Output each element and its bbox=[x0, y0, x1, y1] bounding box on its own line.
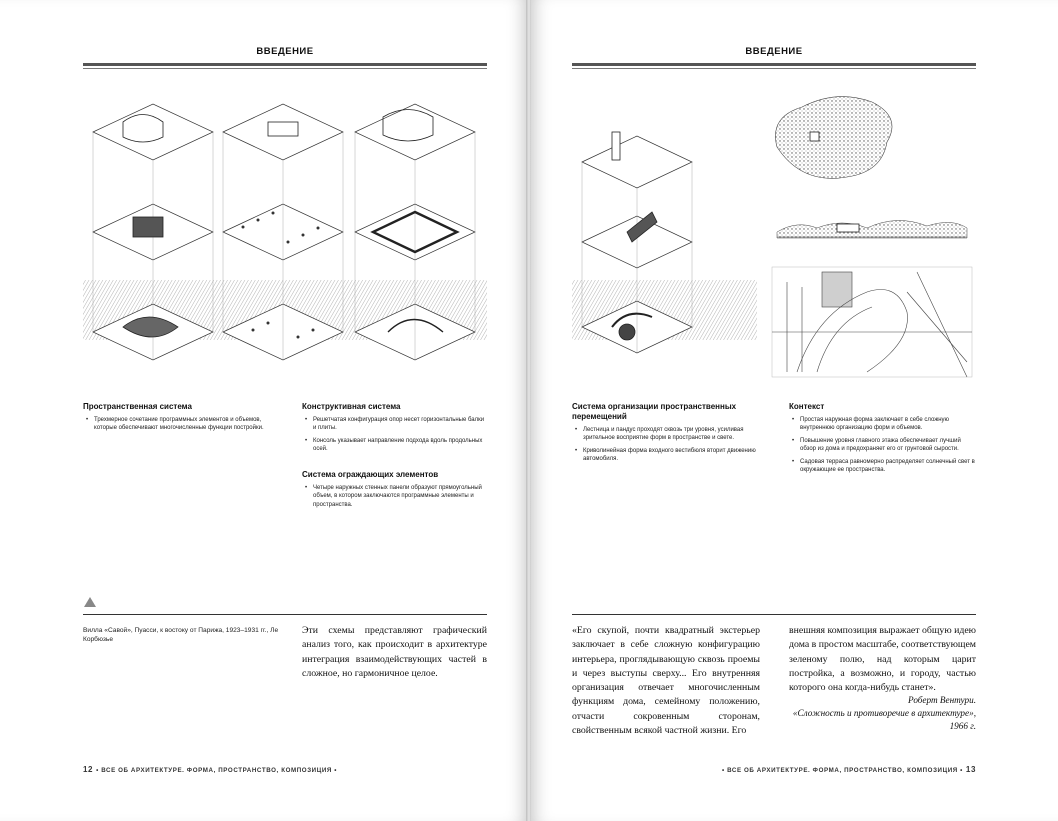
header-rule-thin bbox=[83, 68, 487, 69]
bullets-circulation bbox=[574, 426, 759, 468]
bullets-structural bbox=[304, 416, 489, 458]
bullet-item: • Повышение уровня главного этажа обеспечивает лучший обзор из дома и предохраняет его от грунтовой сырости. bbox=[791, 437, 976, 454]
footer-text: • ВСЕ ОБ АРХИТЕКТУРЕ. ФОРМА, ПРОСТРАНСТВО, КОМПОЗИЦИЯ • bbox=[721, 767, 963, 774]
quote-column-1: «Его скупой, почти квадратный экстерьер заключает в себе сложную конфигурацию интерьера, проглядывающую сквозь проемы и через выступы сверху... Его внутренняя организация отвечает многочисленным функциям дома, семейному положению, отчасти сокровенным сторонам, свойственным всякой частной жизни. Его bbox=[572, 625, 760, 737]
attribution-author: Роберт Вентури. bbox=[908, 695, 976, 705]
bullet-item: • Криволинейная форма входного вестибюля вторит движению автомобиля. bbox=[574, 447, 759, 464]
section-title-circulation: Система организации пространственных перемещений bbox=[572, 402, 737, 421]
figure-caption: Вилла «Савой», Пуасси, к востоку от Парижа, 1923–1931 гг., Ле Корбюзье bbox=[83, 627, 279, 643]
header-rule bbox=[572, 63, 976, 66]
triangle-marker-icon bbox=[84, 597, 96, 607]
header-rule-thin bbox=[572, 68, 976, 69]
right-page-header: ВВЕДЕНИЕ bbox=[745, 46, 803, 57]
bullet-item: • Четыре наружных стенных панели образуют прямоугольный объем, в котором заключаются программные элементы и пространства. bbox=[304, 484, 489, 509]
section-title-spatial: Пространственная система bbox=[83, 402, 192, 411]
bullet-item: • Трехмерное сочетание программных элементов и объемов, которые обеспечивают многочисленные функции постройки. bbox=[85, 416, 275, 433]
bullet-item: • Лестница и пандус проходят сквозь три уровня, усиливая зрительное восприятие форм в пространстве и свете. bbox=[574, 426, 759, 443]
section-title-enclosure: Система ограждающих элементов bbox=[302, 470, 439, 479]
circulation-diagram-figure bbox=[572, 92, 757, 382]
left-page-header: ВВЕДЕНИЕ bbox=[256, 46, 314, 57]
bullet-item: • Решетчатая конфигурация опор несет горизонтальные балки и плиты. bbox=[304, 416, 489, 433]
bullet-item: • Простая наружная форма заключает в себе сложную внутреннюю организацию форм и объемов. bbox=[791, 416, 976, 433]
bullet-item: • Садовая терраса равномерно распределяет солнечный свет в окружающие ее пространства. bbox=[791, 458, 976, 475]
bullets-context bbox=[791, 416, 976, 478]
header-rule bbox=[83, 63, 487, 66]
right-page bbox=[531, 0, 1058, 821]
page-number: 13 bbox=[965, 765, 976, 774]
bullets-spatial bbox=[85, 416, 275, 437]
quote-attribution bbox=[789, 694, 976, 732]
section-title-context: Контекст bbox=[789, 402, 825, 411]
caption-rule bbox=[83, 614, 487, 615]
quote-column-2: внешняя композиция выражает общую идею дома в простом масштабе, соответствующем зеленому полю, над которым царит постройка, а возможно, и городу, частью которого она когда-нибудь станет». bbox=[789, 625, 976, 694]
page-number: 12 bbox=[83, 765, 94, 774]
left-body-text: Эти схемы представляют графический анализ того, как происходит в архитектуре интеграция взаимодействующих частей в сложное, но гармоничное целое. bbox=[302, 625, 487, 679]
attribution-work: «Сложность и противоречие в архитектуре», 1966 г. bbox=[792, 707, 976, 731]
section-title-structural: Конструктивная система bbox=[302, 402, 401, 411]
footer-text: • ВСЕ ОБ АРХИТЕКТУРЕ. ФОРМА, ПРОСТРАНСТВО, КОМПОЗИЦИЯ • bbox=[96, 767, 338, 774]
bullets-enclosure bbox=[304, 484, 489, 513]
left-footer bbox=[83, 765, 337, 774]
context-sketches-figure bbox=[767, 92, 976, 382]
right-footer bbox=[572, 765, 976, 774]
quote-rule bbox=[572, 614, 976, 615]
left-page bbox=[0, 0, 527, 821]
axonometric-diagrams-figure bbox=[83, 92, 487, 382]
bullet-item: • Консоль указывает направление подхода вдоль продольных осей. bbox=[304, 437, 489, 454]
